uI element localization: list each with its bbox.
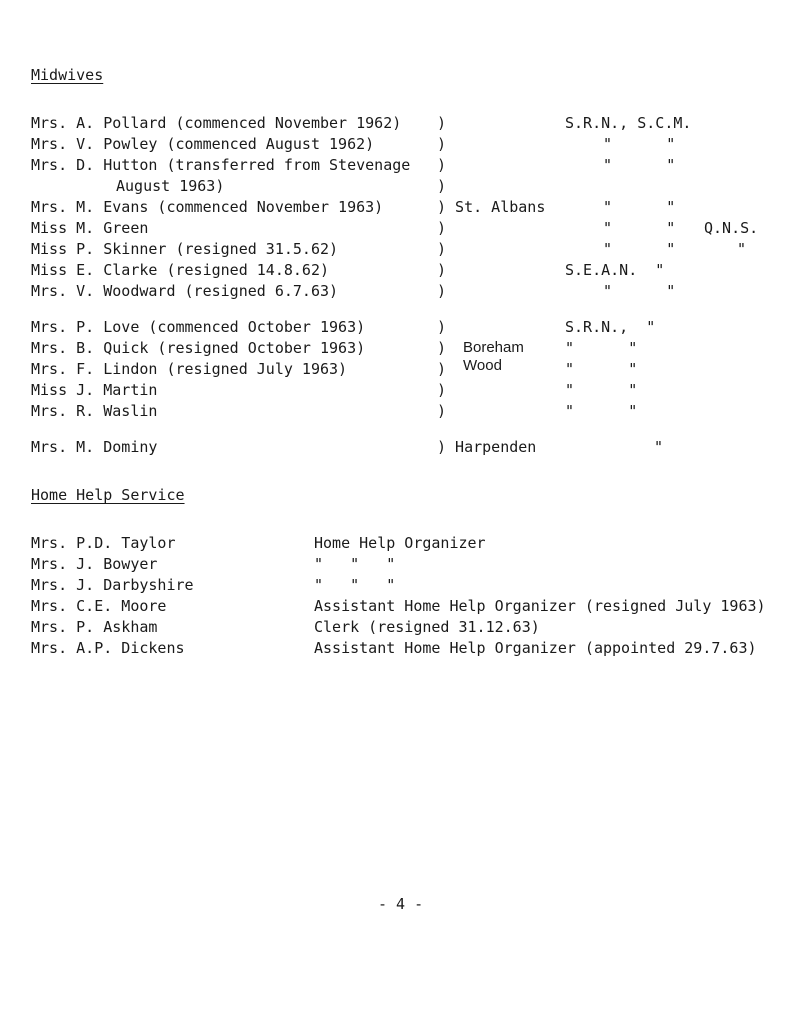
bracket: ): [437, 318, 447, 336]
midwife-name: Mrs. P. Love (commenced October 1963): [31, 318, 366, 336]
midwife-name: Miss E. Clarke (resigned 14.8.62): [31, 261, 330, 279]
qualification: S.E.A.N. ": [565, 261, 665, 279]
bracket: ): [437, 360, 447, 378]
staff-name: Mrs. C.E. Moore: [31, 597, 167, 615]
midwife-name: Mrs. A. Pollard (commenced November 1962): [31, 114, 402, 132]
midwife-name: Mrs. R. Waslin: [31, 402, 158, 420]
bracket: ): [437, 339, 447, 357]
bracket: ): [437, 240, 447, 258]
midwife-name: Mrs. M. Dominy: [31, 438, 158, 456]
qns-qualification: Q.N.S.: [704, 219, 759, 237]
staff-name: Mrs. J. Bowyer: [31, 555, 158, 573]
bracket: ): [437, 219, 447, 237]
midwife-name: Mrs. M. Evans (commenced November 1963): [31, 198, 384, 216]
bracket: ): [437, 402, 447, 420]
home-help-heading: Home Help Service: [31, 486, 185, 504]
midwife-name: Mrs. F. Lindon (resigned July 1963): [31, 360, 348, 378]
qualification: S.R.N., S.C.M.: [565, 114, 692, 132]
staff-role: Assistant Home Help Organizer (resigned July 1963): [314, 597, 766, 615]
bracket: ): [437, 156, 447, 174]
qualification: " ": [603, 198, 676, 216]
bracket-st-albans: ) St. Albans: [437, 198, 546, 216]
bracket: ): [437, 261, 447, 279]
midwife-name-continued: August 1963): [116, 177, 225, 195]
qualification: " ": [565, 402, 638, 420]
staff-name: Mrs. P.D. Taylor: [31, 534, 176, 552]
midwife-name: Miss M. Green: [31, 219, 149, 237]
qualification: S.R.N., ": [565, 318, 656, 336]
staff-name: Mrs. P. Askham: [31, 618, 158, 636]
bracket: ): [437, 282, 447, 300]
bracket-harpenden: ) Harpenden: [437, 438, 537, 456]
qns-ditto: ": [737, 240, 747, 258]
midwife-name: Miss J. Martin: [31, 381, 158, 399]
boreham-wood-label: Boreham Wood: [463, 339, 524, 374]
staff-role: Assistant Home Help Organizer (appointed 29.7.63): [314, 639, 757, 657]
qualification: ": [654, 438, 664, 456]
qualification: " ": [603, 282, 676, 300]
midwife-name: Miss P. Skinner (resigned 31.5.62): [31, 240, 339, 258]
qualification: " ": [603, 156, 676, 174]
staff-role: Home Help Organizer: [314, 534, 486, 552]
qualification: " ": [603, 219, 676, 237]
qualification: " ": [603, 240, 676, 258]
staff-role: " " ": [314, 555, 396, 573]
qualification: " ": [565, 339, 638, 357]
staff-name: Mrs. A.P. Dickens: [31, 639, 185, 657]
midwives-heading: Midwives: [31, 66, 104, 84]
midwife-name: Mrs. V. Powley (commenced August 1962): [31, 135, 375, 153]
page-number: - 4 -: [378, 895, 424, 913]
qualification: " ": [565, 360, 638, 378]
midwife-name: Mrs. V. Woodward (resigned 6.7.63): [31, 282, 339, 300]
staff-role: Clerk (resigned 31.12.63): [314, 618, 540, 636]
staff-name: Mrs. J. Darbyshire: [31, 576, 194, 594]
bracket: ): [437, 381, 447, 399]
bracket: ): [437, 135, 447, 153]
qualification: " ": [565, 381, 638, 399]
bracket: ): [437, 114, 447, 132]
midwife-name: Mrs. B. Quick (resigned October 1963): [31, 339, 366, 357]
staff-role: " " ": [314, 576, 396, 594]
bracket: ): [437, 177, 447, 195]
qualification: " ": [603, 135, 676, 153]
midwife-name: Mrs. D. Hutton (transferred from Stevenage: [31, 156, 411, 174]
